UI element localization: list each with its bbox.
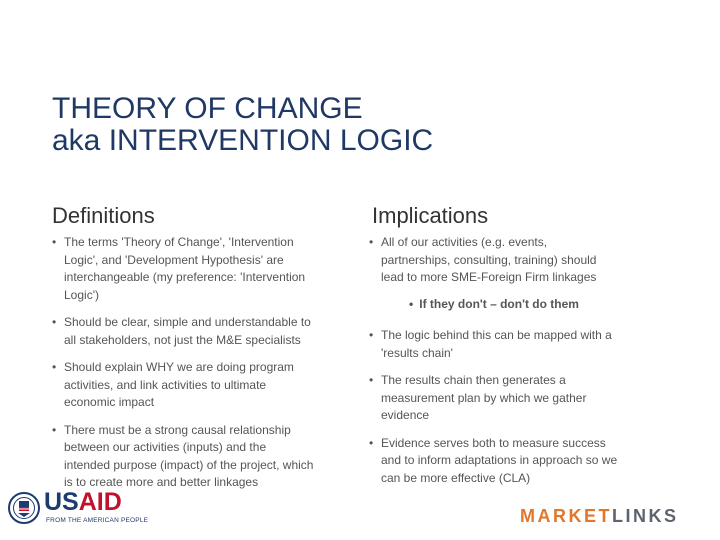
marketlinks-market: MARKET (520, 506, 612, 526)
implication-sub-bullet: • If they don't – don't do them (409, 296, 579, 311)
usaid-logo (6, 488, 149, 530)
title-line-2: aka INTERVENTION LOGIC (52, 124, 434, 157)
implication-bullet-1: • All of our activities (e.g. events, partnerships, consulting, training) should lead to more SME-Foreign Firm linkages (369, 234, 619, 287)
implication-bullet-3: • The results chain then generates a measurement plan by which we gather evidence (369, 372, 619, 425)
definition-bullet-4: • There must be a strong causal relationship between our activities (inputs) and the intended purpose (impact) of the project, which is to create more and better linkages (52, 422, 314, 492)
usaid-aid: AID (78, 488, 122, 516)
implications-list (369, 234, 619, 287)
implications-list-rest (369, 327, 619, 487)
title-line-1: THEORY OF CHANGE (52, 92, 363, 125)
definitions-column (52, 234, 314, 502)
slide-title (52, 93, 433, 157)
definitions-heading: Definitions (52, 203, 155, 228)
implication-bullet-2: • The logic behind this can be mapped with a 'results chain' (369, 327, 619, 362)
implication-bullet-4: • Evidence serves both to measure success and to inform adaptations in approach so we can be more effective (CLA) (369, 435, 619, 488)
definition-bullet-3: • Should explain WHY we are doing program activities, and link activities to ultimate economic impact (52, 359, 314, 412)
definition-bullet-2: • Should be clear, simple and understandable to all stakeholders, not just the M&E specialists (52, 314, 314, 349)
marketlinks-logo (520, 506, 679, 527)
marketlinks-links: LINKS (612, 506, 679, 526)
usaid-us: US (44, 488, 79, 516)
usaid-tagline: FROM THE AMERICAN PEOPLE (46, 517, 149, 524)
usaid-seal-icon (8, 492, 40, 524)
implications-heading: Implications (372, 203, 489, 228)
implications-column (369, 234, 619, 497)
usaid-wordmark (44, 488, 122, 517)
implication-sub-bullet-text: If they don't – don't do them (419, 296, 579, 311)
definitions-list (52, 234, 314, 492)
definition-bullet-1: • The terms 'Theory of Change', 'Intervention Logic', and 'Development Hypothesis' are interchangeable (my preference: 'Intervention Logic') (52, 234, 314, 304)
